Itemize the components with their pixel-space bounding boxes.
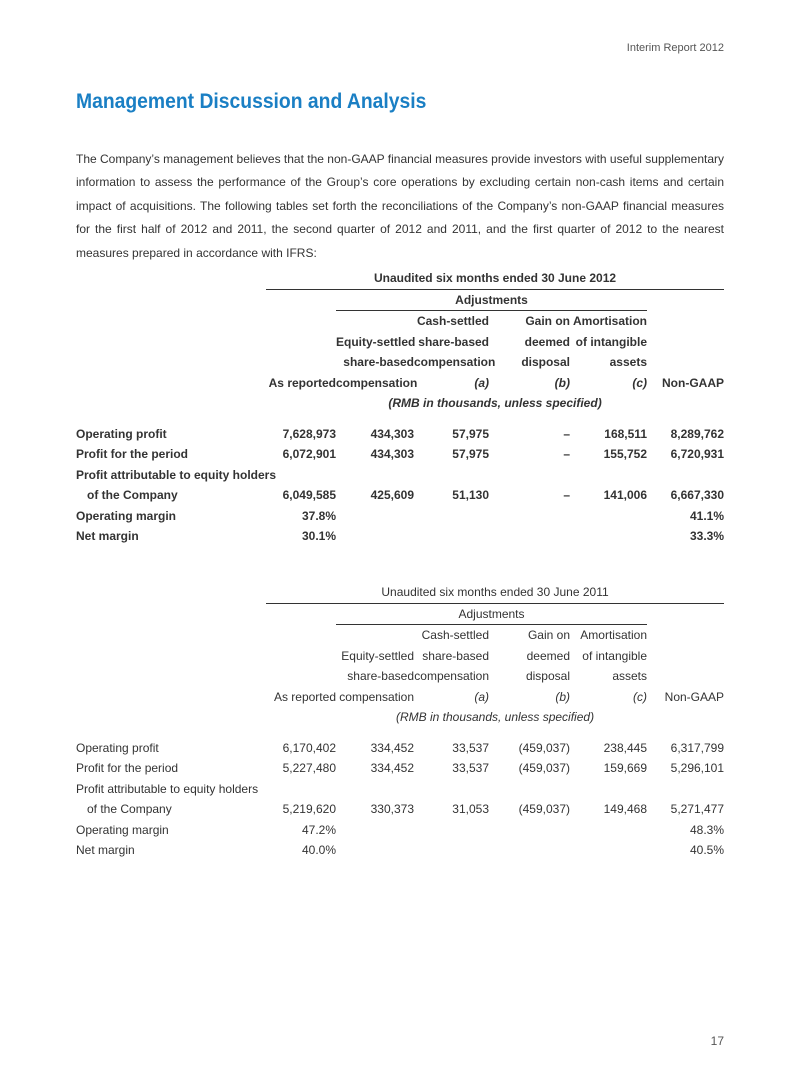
- column-header: As reported: [268, 375, 336, 390]
- column-header: (a): [474, 689, 489, 704]
- cell: 33.3%: [689, 529, 725, 543]
- row-label: Operating profit: [76, 426, 167, 441]
- row-label: Operating profit: [76, 740, 159, 755]
- cell: 149,468: [603, 802, 647, 816]
- adjustments-heading: Adjustments: [336, 603, 647, 625]
- cell: 330,373: [370, 802, 414, 816]
- table-row: [76, 799, 724, 820]
- cell: 334,452: [370, 740, 414, 755]
- column-header-row: [76, 666, 724, 687]
- table-period-heading: Unaudited six months ended 30 June 2011: [266, 582, 724, 603]
- column-header: share-based: [343, 355, 414, 369]
- column-header: Amortisation: [580, 628, 647, 642]
- table-period-heading: Unaudited six months ended 30 June 2012: [266, 268, 724, 289]
- cell: 5,271,477: [670, 802, 725, 816]
- reconciliation-table-2011: [76, 582, 724, 861]
- unit-note: (RMB in thousands, unless specified): [388, 396, 602, 410]
- table-row: [76, 526, 724, 547]
- column-header: compensation: [336, 375, 418, 390]
- column-header: (c): [633, 689, 647, 704]
- table-row: [76, 779, 724, 800]
- cell: 141,006: [603, 488, 647, 502]
- adjustments-heading: Adjustments: [336, 289, 647, 311]
- column-header: deemed: [526, 648, 570, 663]
- row-label: Profit for the period: [76, 447, 188, 461]
- table-heading-row: [76, 582, 724, 603]
- column-header: compensation: [339, 689, 414, 704]
- cell: 168,511: [604, 426, 647, 441]
- cell: 31,053: [452, 802, 489, 816]
- cell: 47.2%: [301, 822, 336, 837]
- adjustments-heading-row: [76, 603, 724, 625]
- column-header: Amortisation: [572, 314, 647, 328]
- column-header: share-based: [347, 669, 414, 683]
- column-header-row: [76, 311, 724, 332]
- cell: 434,303: [370, 426, 414, 441]
- cell: 57,975: [452, 426, 489, 441]
- cell: 434,303: [370, 447, 414, 461]
- row-label: Operating margin: [76, 822, 169, 837]
- column-header: Cash-settled: [416, 314, 489, 328]
- column-header: Gain on: [525, 314, 570, 328]
- row-label: Profit for the period: [76, 761, 179, 775]
- cell: 425,609: [370, 488, 414, 502]
- column-header: Equity-settled: [341, 648, 414, 663]
- column-header: Non-GAAP: [664, 689, 725, 704]
- table-row: [76, 444, 724, 465]
- column-header-row: [76, 332, 724, 353]
- cell: 6,072,901: [282, 447, 336, 461]
- column-header: disposal: [521, 355, 570, 369]
- page-number: 17: [710, 1034, 724, 1048]
- row-label: of the Company: [87, 488, 178, 502]
- column-header-row: [76, 625, 724, 646]
- row-label: of the Company: [87, 802, 172, 816]
- row-label: Net margin: [76, 529, 139, 543]
- cell: 155,752: [603, 447, 647, 461]
- column-header: (a): [474, 375, 489, 390]
- cell: 334,452: [370, 761, 414, 775]
- cell: (459,037): [518, 740, 570, 755]
- page-title: Management Discussion and Analysis: [76, 90, 427, 113]
- cell: 30.1%: [301, 529, 336, 543]
- row-label: Profit attributable to equity holders: [76, 467, 277, 482]
- cell: 40.5%: [690, 843, 725, 857]
- column-header: share-based: [422, 648, 489, 663]
- row-label: Profit attributable to equity holders: [76, 781, 259, 796]
- column-header-row: [76, 687, 724, 708]
- cell: 37.8%: [301, 508, 336, 523]
- cell: 6,667,330: [670, 488, 725, 502]
- cell: 6,317,799: [670, 740, 725, 755]
- cell: 6,170,402: [282, 740, 336, 755]
- column-header: disposal: [525, 669, 570, 683]
- table-row: [76, 465, 724, 486]
- column-header: compensation: [414, 355, 496, 369]
- reconciliation-table-2012: [76, 268, 724, 547]
- row-label: Operating margin: [76, 508, 177, 523]
- cell: 7,628,973: [282, 426, 336, 441]
- cell: 6,720,931: [670, 447, 725, 461]
- cell: 41.1%: [689, 508, 725, 523]
- column-header: (b): [554, 375, 570, 390]
- column-header: deemed: [524, 334, 570, 349]
- cell: 33,537: [452, 761, 489, 775]
- cell: 57,975: [452, 447, 489, 461]
- column-header: share-based: [418, 334, 489, 349]
- column-header: Equity-settled: [336, 334, 416, 349]
- cell: (459,037): [518, 802, 570, 816]
- cell: 238,445: [603, 740, 647, 755]
- column-header: Cash-settled: [421, 628, 489, 642]
- cell: (459,037): [518, 761, 570, 775]
- column-header: (c): [632, 375, 647, 390]
- cell: 6,049,585: [282, 488, 336, 502]
- column-header: As reported: [273, 689, 336, 704]
- intro-paragraph: The Company’s management believes that the non-GAAP financial measures provide investors with useful supplementary information to assess the performance of the Group’s core operations by excluding certain non-cash items and certain impact of acquisitions. The following tables set forth the reconciliations of the Company’s non-GAAP financial measures for the first half of 2012 and 2011, the second quarter of 2012 and 2011, and the first quarter of 2012 to the nearest measures prepared in accordance with IFRS:: [76, 152, 724, 260]
- report-header: Interim Report 2012: [626, 42, 724, 54]
- table-row: [76, 485, 724, 506]
- cell: 51,130: [452, 488, 489, 502]
- table-row: [76, 820, 724, 841]
- column-header: of intangible: [575, 334, 647, 349]
- unit-note-row: [76, 707, 724, 728]
- cell: 5,227,480: [282, 761, 336, 775]
- column-header-row: [76, 373, 724, 394]
- unit-note-row: [76, 393, 724, 414]
- column-header: Gain on: [527, 628, 570, 642]
- column-header-row: [76, 646, 724, 667]
- cell: 8,289,762: [670, 426, 725, 441]
- unit-note: (RMB in thousands, unless specified): [395, 710, 595, 724]
- cell: 159,669: [603, 761, 647, 775]
- cell: 5,296,101: [670, 761, 725, 775]
- column-header: Non-GAAP: [662, 375, 725, 390]
- row-label: Net margin: [76, 843, 135, 857]
- table-row: [76, 506, 724, 527]
- adjustments-heading-row: [76, 289, 724, 311]
- column-header-row: [76, 352, 724, 373]
- table-row: [76, 424, 724, 445]
- column-header: compensation: [414, 669, 489, 683]
- cell: 33,537: [452, 740, 489, 755]
- column-header: of intangible: [582, 648, 647, 663]
- cell: –: [563, 426, 570, 441]
- table-row: [76, 738, 724, 759]
- cell: –: [563, 447, 570, 461]
- column-header: assets: [609, 355, 647, 369]
- table-row: [76, 758, 724, 779]
- cell: –: [563, 488, 570, 502]
- cell: 48.3%: [690, 822, 725, 837]
- cell: 5,219,620: [282, 802, 336, 816]
- cell: 40.0%: [301, 843, 336, 857]
- table-row: [76, 840, 724, 861]
- column-header: assets: [612, 669, 647, 683]
- column-header: (b): [555, 689, 570, 704]
- table-heading-row: [76, 268, 724, 289]
